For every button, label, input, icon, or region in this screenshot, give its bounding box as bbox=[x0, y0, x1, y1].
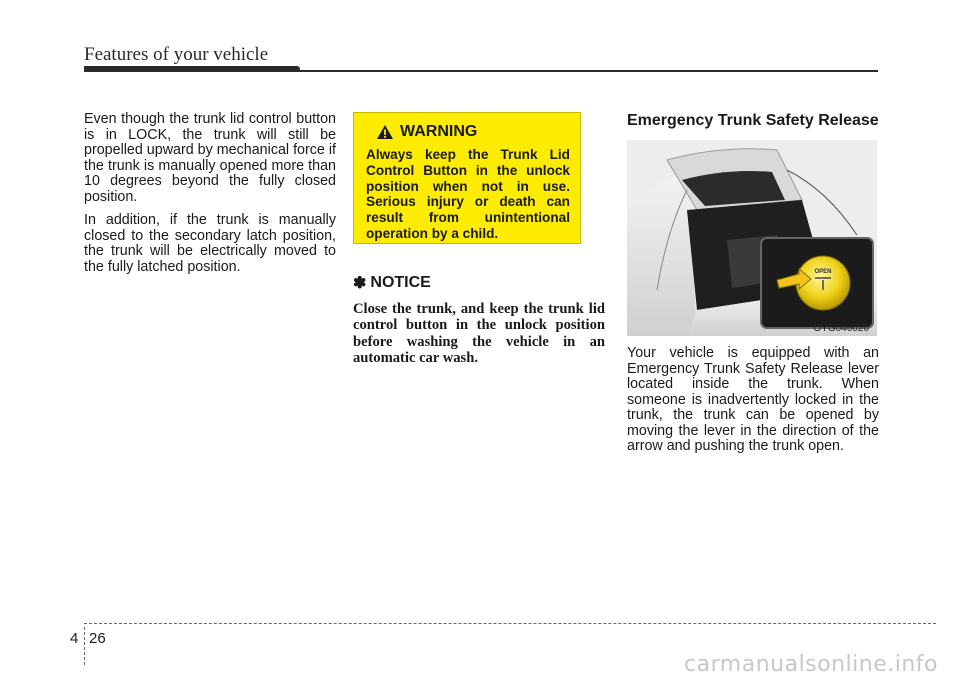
warning-box bbox=[353, 112, 581, 244]
column-left bbox=[84, 112, 336, 283]
warning-header bbox=[376, 123, 570, 141]
notice-title: NOTICE bbox=[370, 274, 431, 291]
header-rule-thin bbox=[296, 70, 878, 72]
column-right bbox=[627, 112, 879, 463]
chapter-number: 4 bbox=[70, 630, 79, 647]
footer-divider bbox=[84, 623, 936, 624]
trunk-release-figure bbox=[627, 140, 877, 336]
footer-vertical-divider bbox=[84, 627, 85, 665]
paragraph-lock-behavior: Even though the trunk lid control button is in LOCK, the trunk will still be propelled upward by mechanical force if the trunk is manually opened more than 10 degrees beyond the fully closed position. bbox=[84, 111, 336, 205]
watermark: carmanualsonline.info bbox=[684, 652, 938, 677]
figure-code: OYG046020 bbox=[813, 323, 869, 334]
warning-title: WARNING bbox=[400, 123, 478, 140]
notice-star-icon: ✽ bbox=[353, 275, 367, 292]
warning-text: Always keep the Trunk Lid Control Button in the unlock position when not in use. Serious injury or death can result from unintentional operation by a child. bbox=[366, 147, 570, 241]
header-rule bbox=[84, 66, 300, 72]
notice-text: Close the trunk, and keep the trunk lid control button in the unlock position before washing the vehicle in an automatic car wash. bbox=[353, 301, 605, 366]
paragraph-latch-behavior: In addition, if the trunk is manually closed to the secondary latch position, the trunk will be electrically moved to the fully latched position. bbox=[84, 212, 336, 275]
svg-text:OPEN: OPEN bbox=[814, 269, 832, 275]
column-middle bbox=[353, 112, 605, 366]
trunk-illustration-icon bbox=[627, 140, 877, 336]
page-number: 26 bbox=[89, 630, 106, 647]
notice-heading bbox=[353, 273, 605, 293]
warning-triangle-icon bbox=[376, 124, 394, 140]
header-title: Features of your vehicle bbox=[84, 44, 269, 65]
section-text: Your vehicle is equipped with an Emergency Trunk Safety Release lever located inside the trunk. When someone is inadvertently locked in the trunk, the trunk can be opened by moving the lever in the direction of the arrow and pushing the trunk open. bbox=[627, 345, 879, 454]
section-title: Emergency Trunk Safety Release bbox=[627, 112, 879, 129]
